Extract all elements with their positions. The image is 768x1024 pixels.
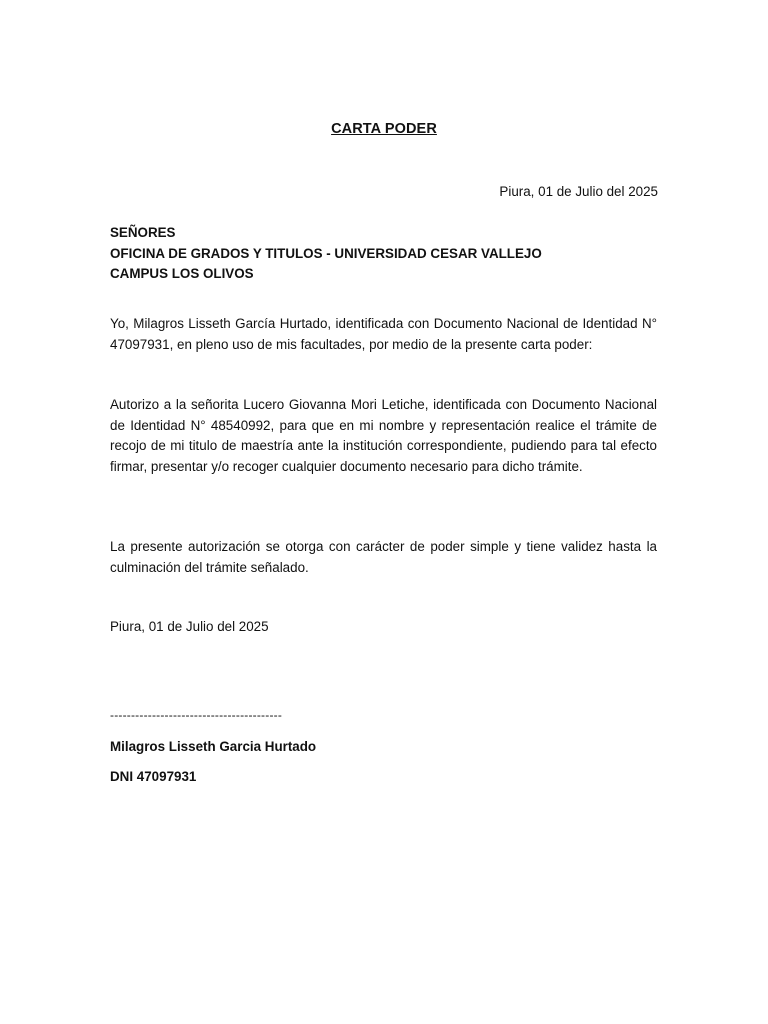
recipient-office: OFICINA DE GRADOS Y TITULOS - UNIVERSIDAD CESAR VALLEJO <box>110 245 542 261</box>
paragraph-validity: La presente autorización se otorga con carácter de poder simple y tiene validez hasta la culminación del trámite señalado. <box>110 539 657 575</box>
recipient-block <box>110 223 670 285</box>
signer-name: Milagros Lisseth Garcia Hurtado <box>110 739 317 754</box>
signature-line: ----------------------------------------- <box>110 708 283 722</box>
date-header: Piura, 01 de Julio del 2025 <box>499 184 658 199</box>
paragraph-identification: Yo, Milagros Lisseth García Hurtado, identificada con Documento Nacional de Identidad N° 47097931, en pleno uso de mis facultades, por medio de la presente carta poder: <box>110 316 657 352</box>
date-footer: Piura, 01 de Julio del 2025 <box>110 619 269 634</box>
document-title: CARTA PODER <box>331 121 437 137</box>
recipient-salutation: SEÑORES <box>110 225 176 240</box>
recipient-campus: CAMPUS LOS OLIVOS <box>110 266 254 282</box>
signer-dni: DNI 47097931 <box>110 769 197 784</box>
paragraph-authorization: Autorizo a la señorita Lucero Giovanna Mori Letiche, identificada con Documento Nacional de Identidad N° 48540992, para que en mi nombre y representación realice el trámite de recojo de mi titulo de maestría ante la institución correspondiente, pudiendo para tal efecto firmar, presentar y/o recoger cualquier documento necesario para dicho trámite. <box>110 397 657 474</box>
